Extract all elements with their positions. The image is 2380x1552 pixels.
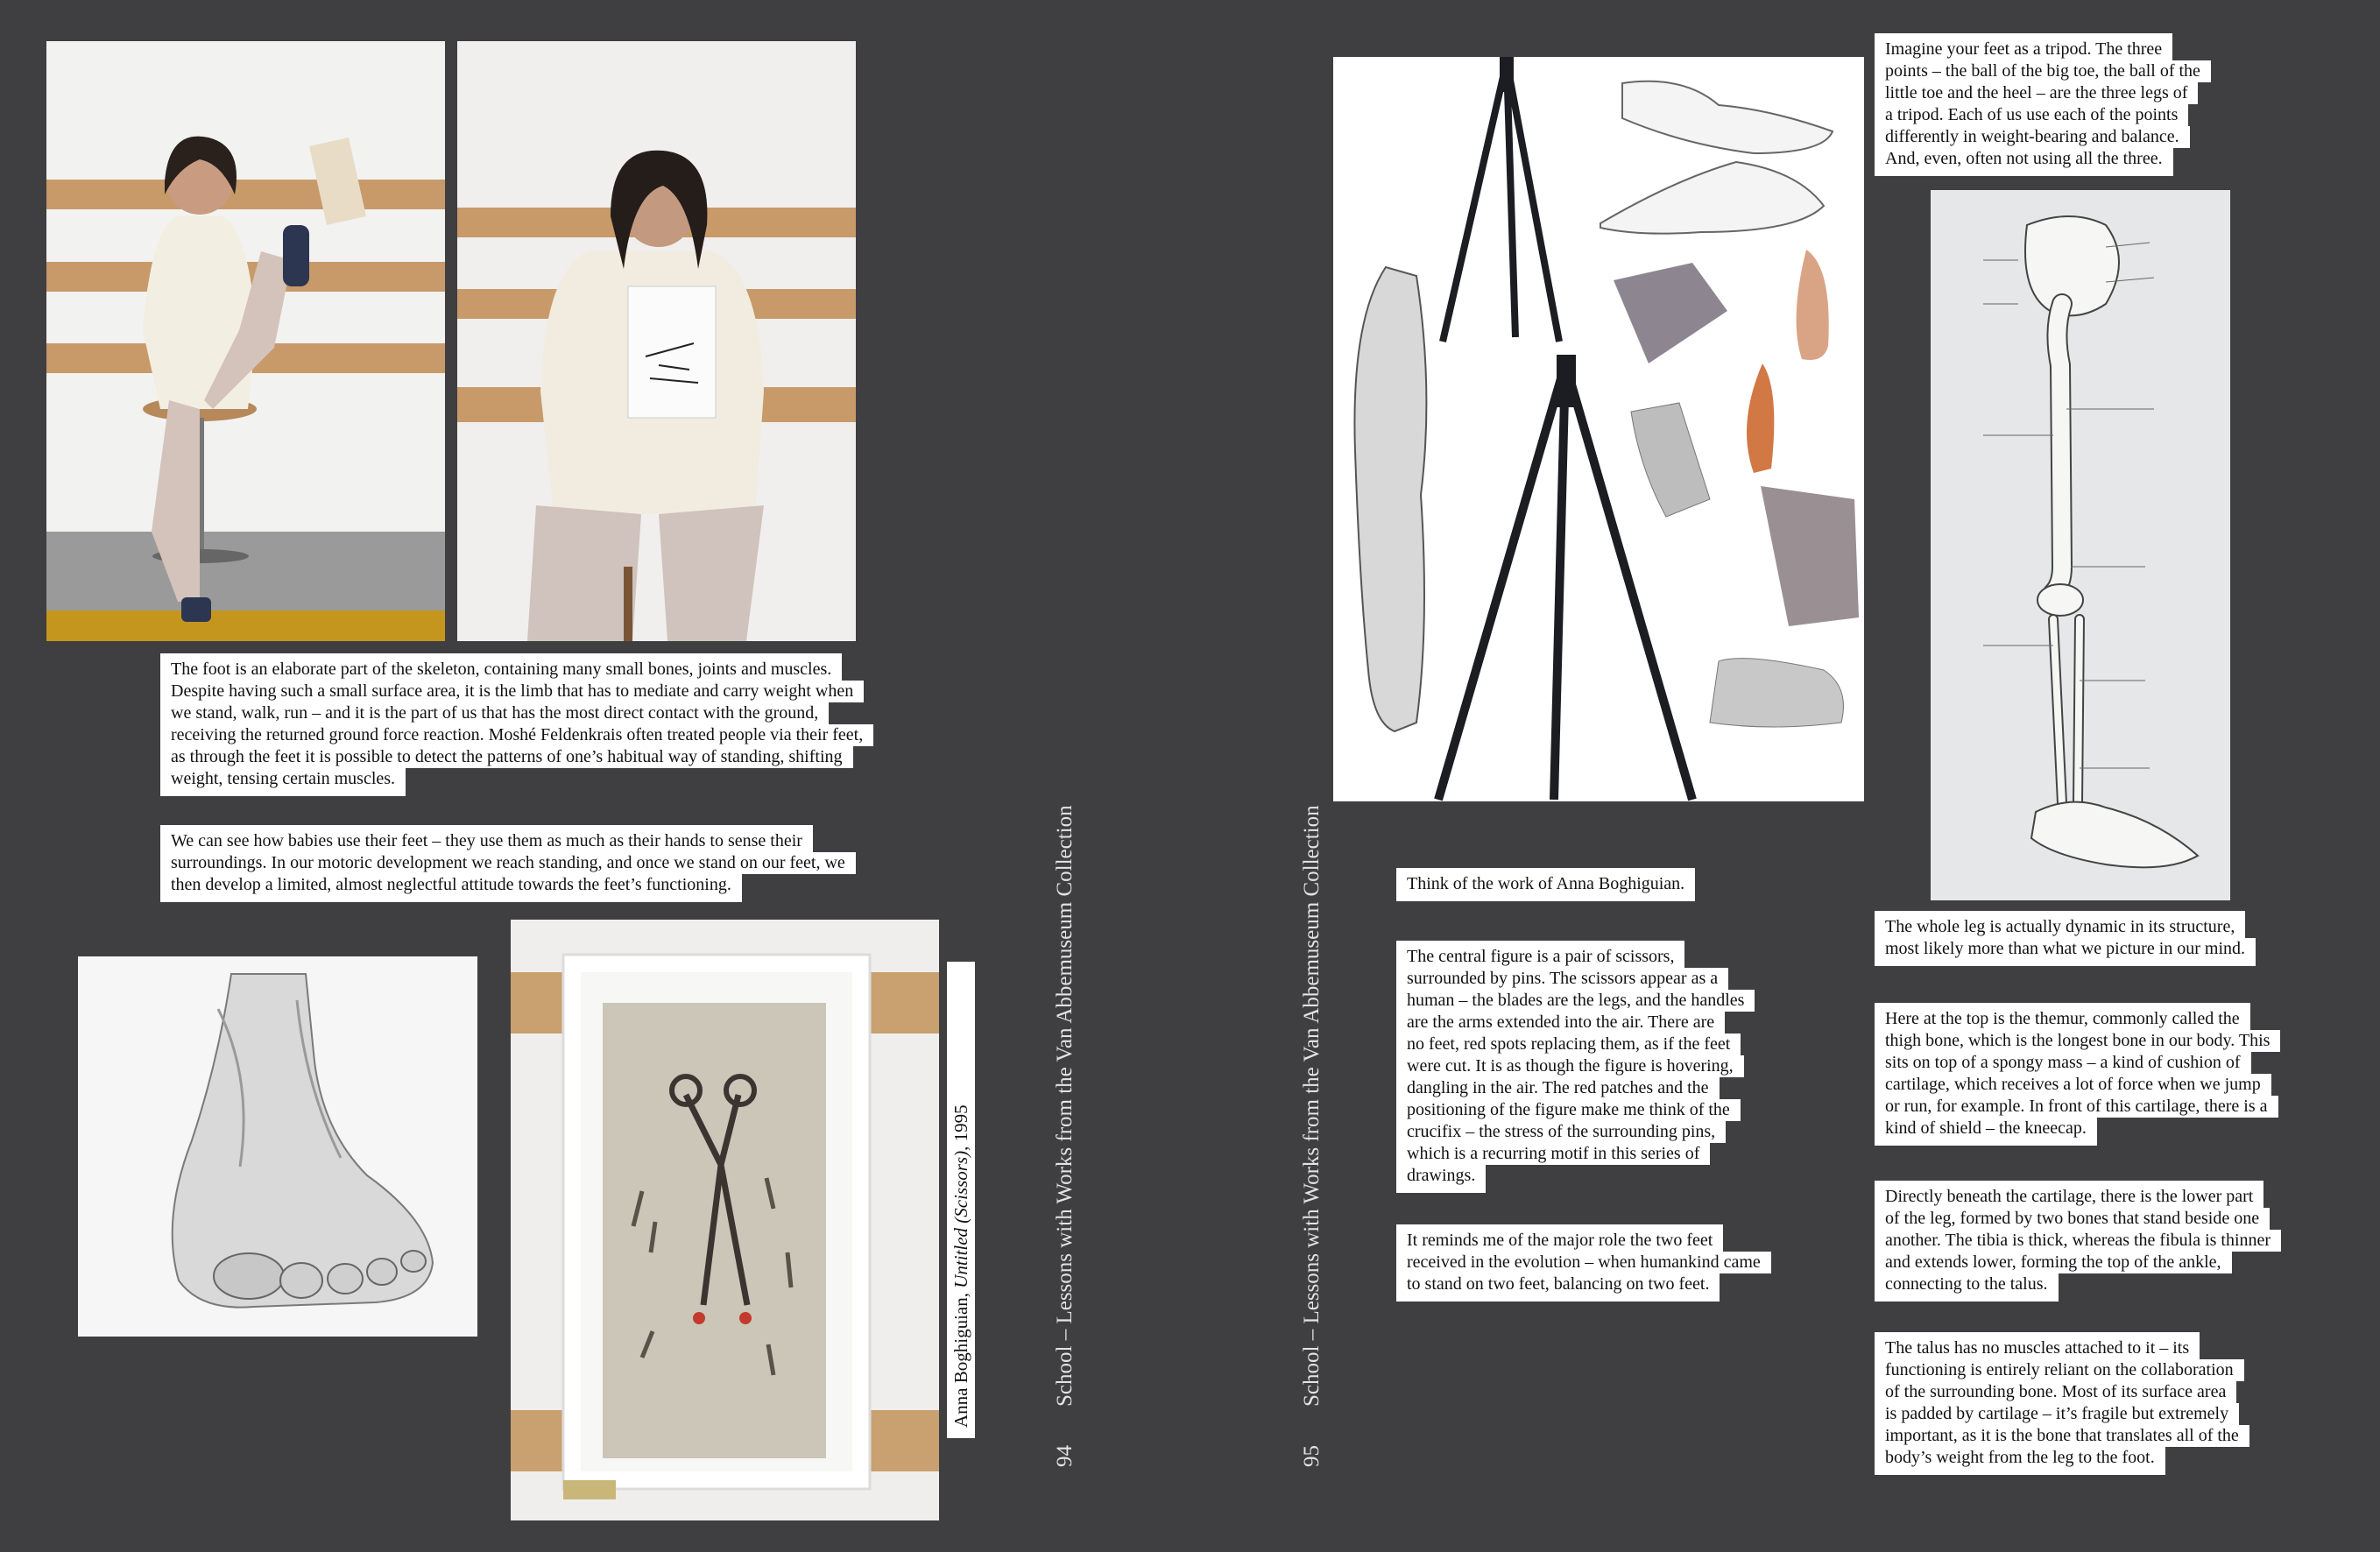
caption-themur — [1875, 1003, 2280, 1146]
caption-line: of the surrounding bone. Most of its surface area — [1875, 1381, 2236, 1403]
caption-line: were cut. It is as though the figure is hovering, — [1396, 1055, 1744, 1077]
caption-line: important, as it is the bone that translates all of the — [1875, 1425, 2249, 1447]
caption-evolution — [1396, 1224, 1771, 1302]
caption-think-of — [1396, 868, 1695, 901]
leg-skeleton-illustration — [1931, 190, 2230, 900]
caption-line: little toe and the heel – are the three legs of — [1875, 82, 2198, 104]
caption-line: functioning is entirely reliant on the collaboration — [1875, 1359, 2244, 1381]
caption-line: crucifix – the stress of the surrounding pins, — [1396, 1121, 1726, 1143]
caption-line: or run, for example. In front of this cartilage, there is a — [1875, 1096, 2278, 1118]
caption-line: is padded by cartilage – it’s fragile but extremely — [1875, 1403, 2239, 1425]
page-number-left: 94 — [1053, 1445, 1077, 1467]
credit-artist: Anna Boghiguian, — [950, 1293, 971, 1428]
spine-left — [1053, 679, 1077, 1467]
caption-cartilage — [1875, 1181, 2281, 1302]
caption-line: most likely more than what we picture in our mind. — [1875, 938, 2256, 966]
page-number-right: 95 — [1300, 1445, 1324, 1467]
caption-babies — [160, 825, 856, 902]
caption-foot-skeleton — [160, 653, 873, 796]
photo-woman-holding-drawing — [457, 41, 856, 641]
caption-line: receiving the returned ground force reaction. Moshé Feldenkrais often treated people via their feet, — [160, 724, 873, 746]
caption-line: The central figure is a pair of scissors, — [1396, 941, 1684, 968]
photo-foot-drawing — [78, 956, 477, 1337]
caption-line: points – the ball of the big toe, the ball of the — [1875, 60, 2211, 82]
caption-line: weight, tensing certain muscles. — [160, 768, 406, 796]
photo-woman-holding-foot — [46, 41, 445, 641]
caption-line: and extends lower, forming the top of the ankle, — [1875, 1252, 2232, 1273]
collage-tripods-feet — [1333, 57, 1864, 801]
credit-year: , 1995 — [950, 1104, 971, 1151]
caption-line: as through the feet it is possible to detect the patterns of one’s habitual way of standing, shifting — [160, 746, 853, 768]
caption-line: which is a recurring motif in this series of — [1396, 1143, 1710, 1165]
running-title-left: School – Lessons with Works from the Van Abbemuseum Collection — [1053, 805, 1077, 1407]
caption-line: are the arms extended into the air. There are — [1396, 1012, 1725, 1033]
caption-line: cartilage, which receives a lot of force when we jump — [1875, 1074, 2271, 1096]
spine-right — [1300, 679, 1324, 1467]
caption-line: sits on top of a spongy mass – a kind of cushion of — [1875, 1052, 2251, 1074]
caption-line: surrounded by pins. The scissors appear as a — [1396, 968, 1728, 990]
caption-central-figure — [1396, 941, 1755, 1193]
caption-line: Despite having such a small surface area, it is the limb that has to mediate and carry weight when — [160, 681, 864, 702]
caption-line: Think of the work of Anna Boghiguian. — [1396, 868, 1695, 901]
caption-line: The foot is an elaborate part of the skeleton, containing many small bones, joints and muscles. — [160, 653, 842, 681]
caption-line: human – the blades are the legs, and the handles — [1396, 990, 1755, 1012]
caption-line: we stand, walk, run – and it is the part of us that has the most direct contact with the ground, — [160, 702, 829, 724]
caption-line: then develop a limited, almost neglectful attitude towards the feet’s functioning. — [160, 874, 742, 902]
caption-whole-leg — [1875, 911, 2256, 966]
caption-line: body’s weight from the leg to the foot. — [1875, 1447, 2165, 1475]
caption-line: no feet, red spots replacing them, as if the feet — [1396, 1033, 1741, 1055]
caption-line: to stand on two feet, balancing on two feet. — [1396, 1273, 1720, 1302]
artwork-credit — [947, 962, 975, 1438]
caption-line: Directly beneath the cartilage, there is the lower part — [1875, 1181, 2263, 1208]
photo-framed-artwork — [511, 920, 939, 1520]
caption-tripod — [1875, 33, 2211, 176]
running-title-right: School – Lessons with Works from the Van Abbemuseum Collection — [1300, 805, 1324, 1407]
caption-line: Imagine your feet as a tripod. The three — [1875, 33, 2172, 60]
caption-line: drawings. — [1396, 1165, 1486, 1193]
caption-line: It reminds me of the major role the two feet — [1396, 1224, 1723, 1252]
credit-title: Untitled (Scissors) — [950, 1150, 971, 1288]
caption-line: surroundings. In our motoric development we reach standing, and once we stand on our feet, we — [160, 852, 856, 874]
caption-line: We can see how babies use their feet – they use them as much as their hands to sense their — [160, 825, 813, 852]
caption-line: And, even, often not using all the three. — [1875, 148, 2173, 176]
caption-line: Here at the top is the themur, commonly called the — [1875, 1003, 2250, 1030]
caption-talus — [1875, 1332, 2249, 1475]
caption-line: thigh bone, which is the longest bone in our body. This — [1875, 1030, 2280, 1052]
caption-line: dangling in the air. The red patches and the — [1396, 1077, 1720, 1099]
caption-line: connecting to the talus. — [1875, 1273, 2059, 1302]
caption-line: a tripod. Each of us use each of the points — [1875, 104, 2188, 126]
caption-line: received in the evolution – when humankind came — [1396, 1252, 1771, 1273]
caption-line: The whole leg is actually dynamic in its structure, — [1875, 911, 2245, 938]
caption-line: The talus has no muscles attached to it – its — [1875, 1332, 2200, 1359]
caption-line: positioning of the figure make me think of the — [1396, 1099, 1741, 1121]
caption-line: kind of shield – the kneecap. — [1875, 1118, 2097, 1146]
caption-line: differently in weight-bearing and balance. — [1875, 126, 2190, 148]
caption-line: another. The tibia is thick, whereas the fibula is thinner — [1875, 1230, 2281, 1252]
caption-line: of the leg, formed by two bones that stand beside one — [1875, 1208, 2270, 1230]
